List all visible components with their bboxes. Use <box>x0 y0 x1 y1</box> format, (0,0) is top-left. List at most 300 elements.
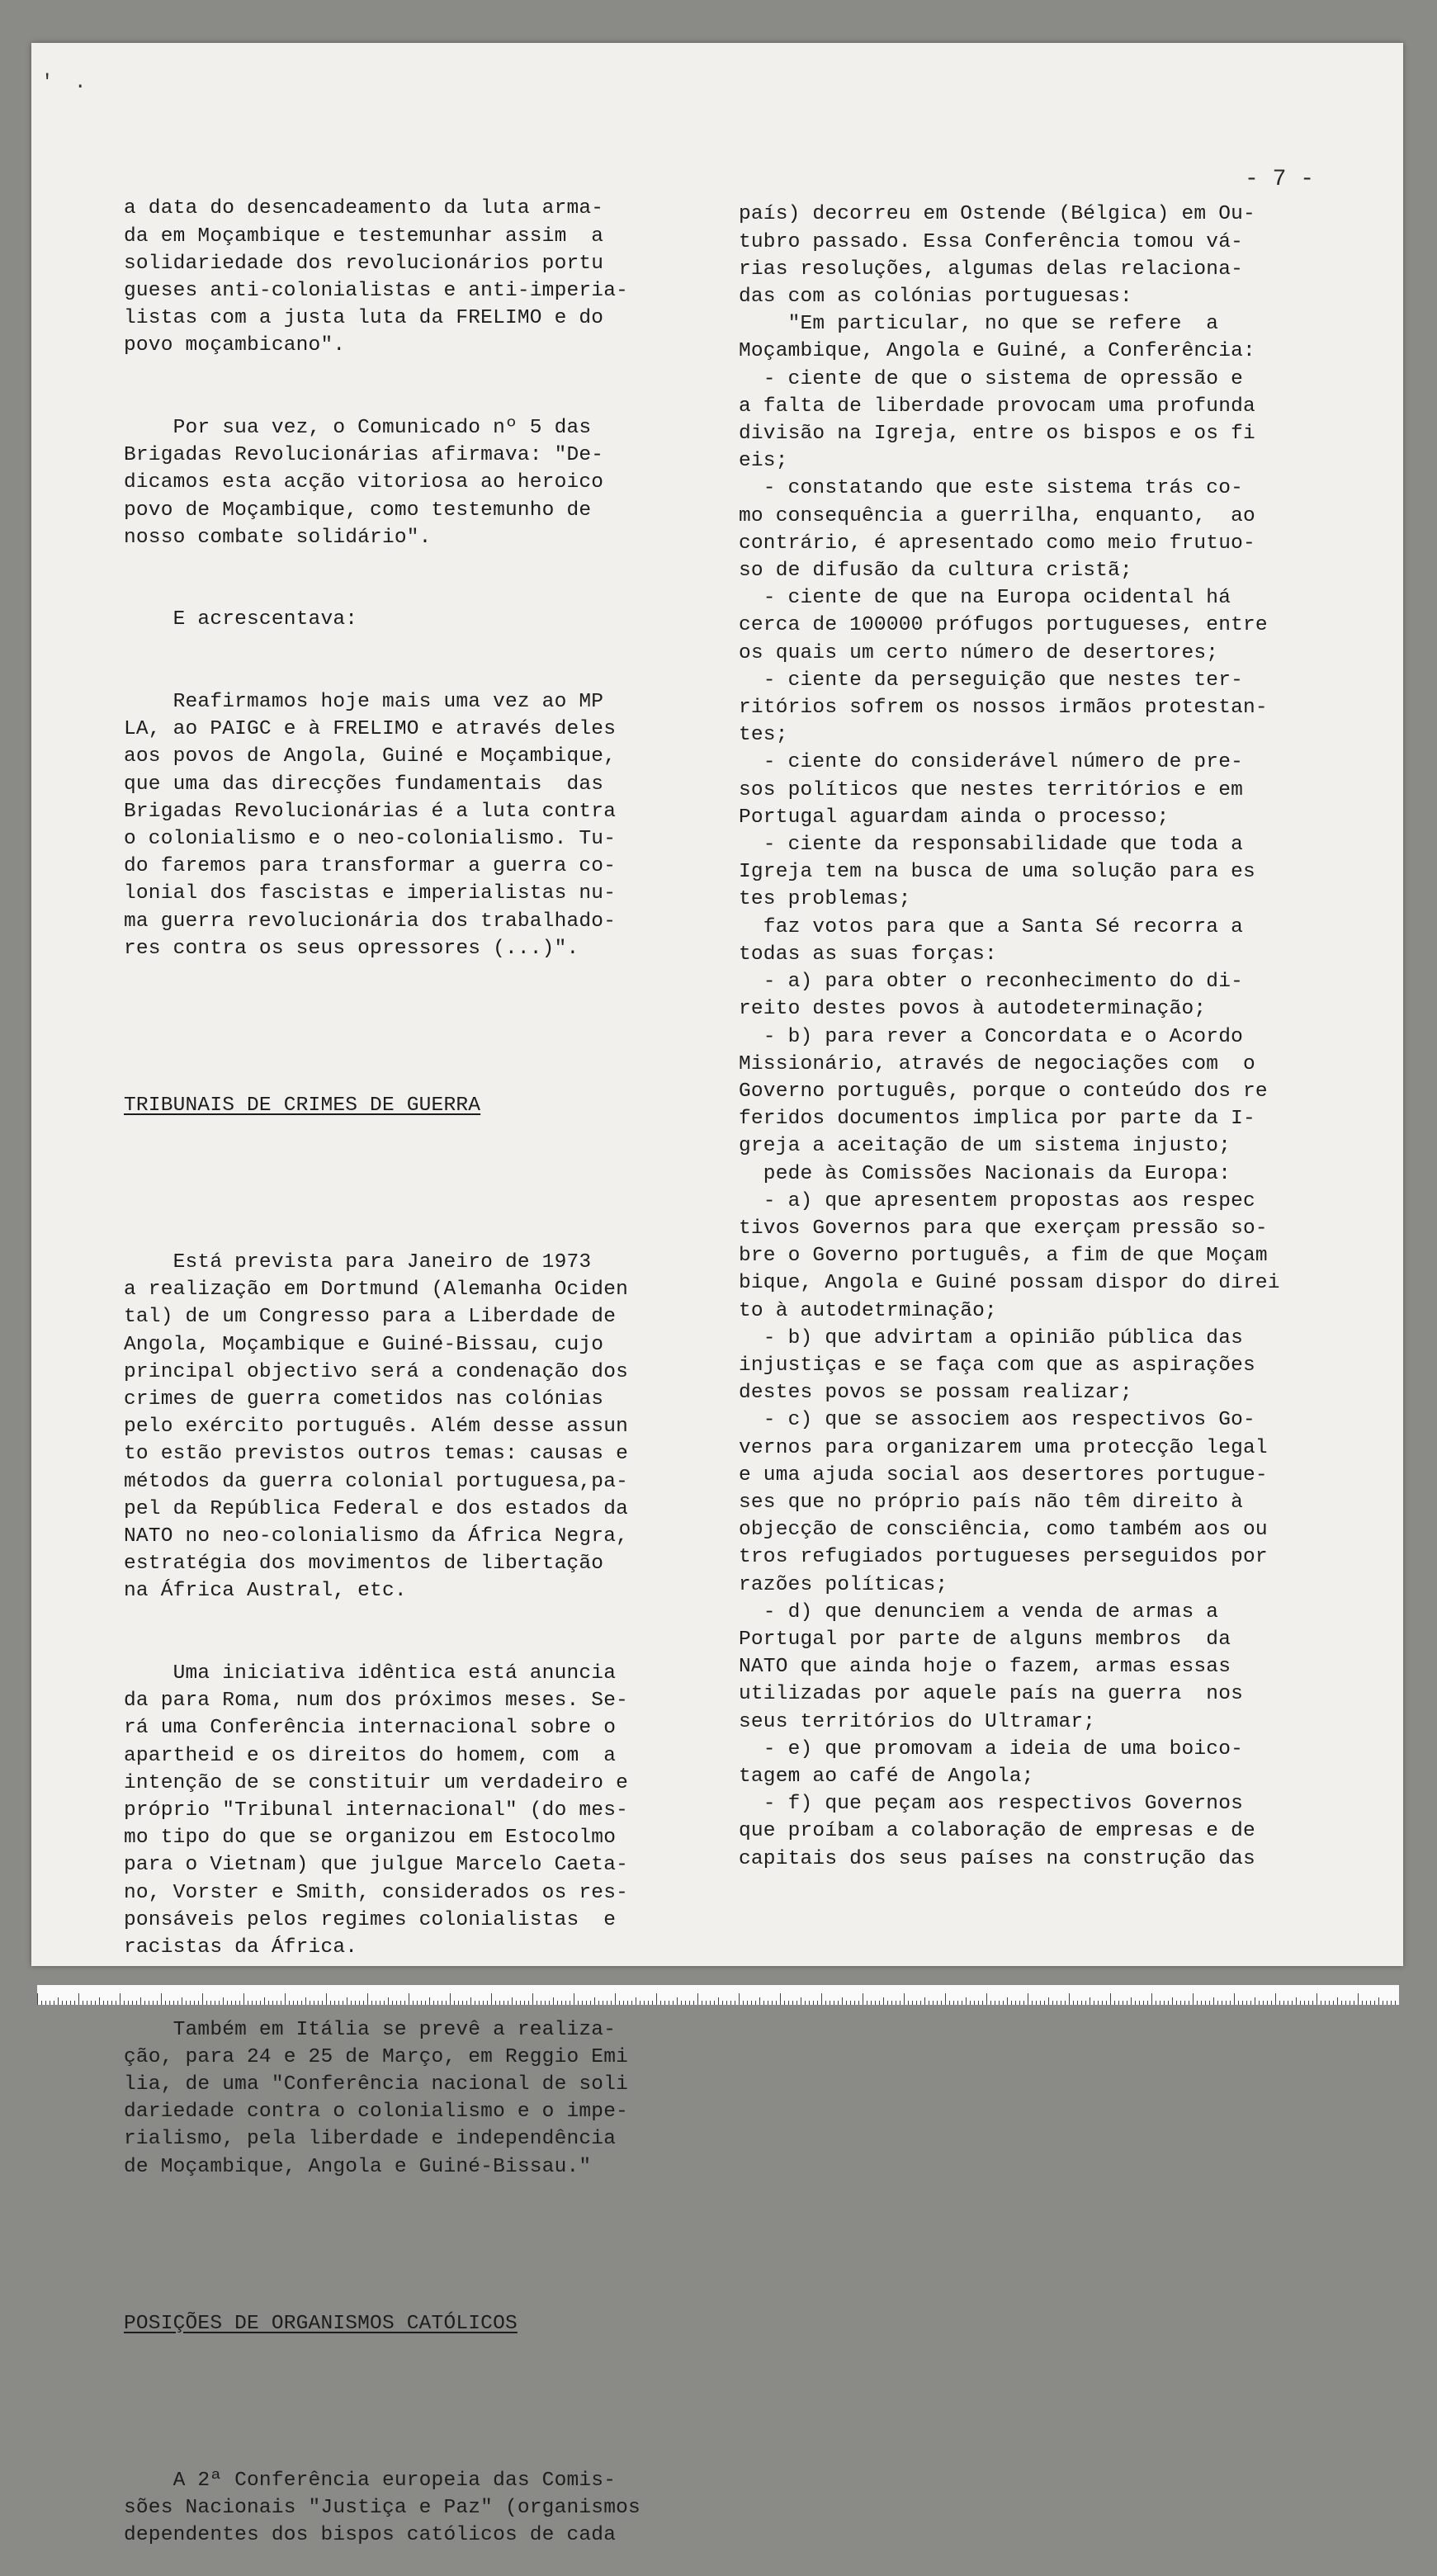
ruler-tick <box>1118 2001 1119 2005</box>
text-line: Reafirmamos hoje mais uma vez ao MP <box>124 691 604 714</box>
text-line: nosso combate solidário". <box>124 526 432 549</box>
ruler-tick <box>825 2001 826 2005</box>
text-line: bre o Governo português, a fim de que Moçam <box>739 1245 1268 1268</box>
ruler-tick <box>1077 2001 1078 2005</box>
ruler-tick <box>739 1993 740 2005</box>
ruler-tick <box>1151 1993 1152 2005</box>
ruler-tick <box>706 2001 707 2005</box>
ruler-tick <box>887 2001 888 2005</box>
ruler-tick <box>1304 2001 1305 2005</box>
text-line: ção, para 24 e 25 de Março, em Reggio Emi <box>124 2045 628 2068</box>
ruler-tick <box>1226 2001 1227 2005</box>
text-line: intenção de se constituir um verdadeiro e <box>124 1771 628 1794</box>
ruler-tick <box>920 2001 921 2005</box>
text-line: a falta de liberdade provocam uma profunda <box>739 395 1255 418</box>
text-line: tal) de um Congresso para a Liberdade de <box>124 1306 617 1329</box>
text-line: to à autodetrminação; <box>739 1299 997 1322</box>
text-line: lonial dos fascistas e imperialistas nu- <box>124 882 617 905</box>
ruler-tick <box>330 2001 331 2005</box>
ruler-tick <box>1242 2001 1243 2005</box>
paragraph <box>124 688 726 962</box>
text-line: Governo português, porque o conteúdo dos re <box>739 1080 1268 1103</box>
ruler-tick <box>743 2001 744 2005</box>
text-line: tivos Governos para que exerçam pressão so- <box>739 1217 1268 1240</box>
ruler-tick <box>128 2001 129 2005</box>
text-line: que proíbam a colaboração de empresas e de <box>739 1820 1255 1843</box>
ruler-tick <box>1370 2001 1371 2005</box>
ruler-tick <box>417 2001 418 2005</box>
ruler-tick <box>549 2001 550 2005</box>
text-line: - ciente do considerável número de pre- <box>739 751 1243 774</box>
corner-mark: ' <box>41 72 54 94</box>
text-line: Igreja tem na busca de uma solução para es <box>739 861 1255 884</box>
ruler-tick <box>223 1997 224 2005</box>
text-line: - ciente da perseguição que nestes ter- <box>739 669 1243 692</box>
ruler-tick <box>532 1993 533 2005</box>
text-line: dicamos esta acção vitoriosa ao heroico <box>124 471 604 494</box>
ruler-tick <box>1015 2001 1016 2005</box>
text-line: crimes de guerra cometidos nas colónias <box>124 1387 604 1411</box>
paragraph <box>124 414 726 551</box>
ruler-tick <box>582 2001 583 2005</box>
ruler-tick <box>153 2001 154 2005</box>
text-line: - b) que advirtam a opinião pública das <box>739 1326 1243 1349</box>
ruler-tick <box>1139 2001 1140 2005</box>
ruler-tick <box>784 2001 785 2005</box>
ruler-tick <box>392 2001 393 2005</box>
ruler-tick <box>710 2001 711 2005</box>
ruler-tick <box>450 1993 451 2005</box>
text-line: tubro passado. Essa Conferência tomou vá- <box>739 230 1243 253</box>
ruler-tick <box>1102 2001 1103 2005</box>
paragraph <box>124 606 726 633</box>
text-line: mo tipo do que se organizou em Estocolmo <box>124 1827 617 1850</box>
ruler-tick <box>499 2001 500 2005</box>
ruler-tick <box>384 2001 385 2005</box>
ruler-tick <box>305 1997 306 2005</box>
text-line: Angola, Moçambique e Guiné-Bissau, cujo <box>124 1333 604 1356</box>
ruler-tick <box>1114 2001 1115 2005</box>
ruler-tick <box>462 2001 463 2005</box>
ruler-tick <box>1011 2001 1012 2005</box>
ruler-tick <box>557 2001 558 2005</box>
text-line: contrário, é apresentado como meio frutuo- <box>739 532 1255 555</box>
text-line: - b) para rever a Concordata e o Acordo <box>739 1025 1243 1048</box>
ruler-tick <box>425 2001 426 2005</box>
ruler-tick <box>132 2001 133 2005</box>
ruler-tick <box>623 2001 624 2005</box>
text-line: feridos documentos implica por parte da I- <box>739 1108 1255 1131</box>
ruler-tick <box>1263 2001 1264 2005</box>
ruler-tick <box>194 2001 195 2005</box>
text-line: - f) que peçam aos respectivos Governos <box>739 1793 1243 1816</box>
ruler-tick <box>470 1997 471 2005</box>
paragraph <box>124 195 726 359</box>
ruler-tick <box>933 2001 934 2005</box>
ruler-tick <box>206 2001 207 2005</box>
ruler-tick <box>235 2001 236 2005</box>
text-line: Brigadas Revolucionárias afirmava: "De- <box>124 444 604 467</box>
ruler-tick <box>776 2001 777 2005</box>
ruler-tick <box>838 2001 839 2005</box>
ruler-tick <box>301 2001 302 2005</box>
ruler-tick <box>598 2001 599 2005</box>
ruler-tick <box>953 2001 954 2005</box>
ruler-tick <box>157 2001 158 2005</box>
text-line: lia, de uma "Conferência nacional de soli <box>124 2073 628 2096</box>
ruler-tick <box>842 1997 843 2005</box>
ruler-tick <box>660 2001 661 2005</box>
ruler-tick <box>1217 2001 1218 2005</box>
ruler-tick <box>652 2001 653 2005</box>
text-line: todas as suas forças: <box>739 943 997 966</box>
ruler-tick <box>685 2001 686 2005</box>
text-line: tes; <box>739 724 788 747</box>
ruler-tick <box>788 2001 789 2005</box>
text-line: - ciente da responsabilidade que toda a <box>739 834 1243 857</box>
ruler-tick <box>1275 1993 1276 2005</box>
ruler-tick <box>949 2001 950 2005</box>
ruler-tick <box>879 2001 880 2005</box>
text-line: NATO no neo-colonialismo da África Negra, <box>124 1524 628 1548</box>
ruler-tick <box>883 1997 884 2005</box>
ruler-tick <box>730 2001 731 2005</box>
ruler-tick <box>565 2001 566 2005</box>
ruler-tick <box>578 2001 579 2005</box>
ruler-tick <box>772 2001 773 2005</box>
text-line: para o Vietnam) que julgue Marcelo Caeta- <box>124 1854 628 1877</box>
text-line: pelo exército português. Além desse assun <box>124 1416 628 1439</box>
ruler-tick <box>512 1997 513 2005</box>
ruler-tick <box>479 2001 480 2005</box>
text-line: ponsáveis pelos regimes colonialistas e <box>124 1908 617 1931</box>
ruler-tick <box>937 2001 938 2005</box>
ruler-tick <box>380 2001 381 2005</box>
ruler-tick <box>124 2001 125 2005</box>
ruler-tick <box>924 1997 925 2005</box>
ruler-tick <box>1333 2001 1334 2005</box>
ruler-tick <box>1032 2001 1033 2005</box>
text-line: Brigadas Revolucionárias é a luta contra <box>124 800 617 823</box>
ruler-tick <box>640 2001 641 2005</box>
text-line: cerca de 100000 prófugos portugueses, entre <box>739 614 1268 637</box>
ruler-tick <box>1205 2001 1206 2005</box>
ruler-tick <box>747 2001 748 2005</box>
ruler-tick <box>990 2001 991 2005</box>
page-number: - 7 - <box>1245 167 1315 192</box>
text-line: povo de Moçambique, como testemunho de <box>124 499 592 522</box>
ruler-tick <box>1341 2001 1342 2005</box>
ruler-tick <box>594 1997 595 2005</box>
ruler-tick <box>1325 2001 1326 2005</box>
ruler-tick <box>970 2001 971 2005</box>
ruler-tick <box>1300 2001 1301 2005</box>
text-line: na África Austral, etc. <box>124 1580 407 1603</box>
ruler-tick <box>516 2001 517 2005</box>
text-line: aos povos de Angola, Guiné e Moçambique, <box>124 745 617 768</box>
ruler-tick <box>1345 2001 1346 2005</box>
ruler-tick <box>586 2001 587 2005</box>
ruler-tick <box>966 1997 967 2005</box>
ruler-tick <box>404 2001 405 2005</box>
ruler-tick <box>322 2001 323 2005</box>
ruler-tick <box>58 1997 59 2005</box>
right-column <box>739 146 1366 1900</box>
ruler-tick <box>1246 2001 1247 2005</box>
text-line: capitais dos seus países na construção das <box>739 1847 1255 1870</box>
ruler-tick <box>41 2001 42 2005</box>
ruler-tick <box>437 2001 438 2005</box>
text-line: próprio "Tribunal internacional" (do mes- <box>124 1798 628 1822</box>
ruler-tick <box>763 2001 764 2005</box>
ruler-tick <box>487 2001 488 2005</box>
ruler-tick <box>1085 2001 1086 2005</box>
ruler-tick <box>619 2001 620 2005</box>
ruler-tick <box>1143 2001 1144 2005</box>
ruler-tick <box>371 2001 372 2005</box>
ruler-tick <box>590 2001 591 2005</box>
text-line: objecção de consciência, como também aos ou <box>739 1519 1268 1542</box>
ruler-tick <box>1044 2001 1045 2005</box>
ruler-tick <box>1184 2001 1185 2005</box>
ruler-tick <box>1337 1997 1338 2005</box>
text-line: to estão previstos outros temas: causas e <box>124 1443 628 1466</box>
ruler-tick <box>891 2001 892 2005</box>
ruler-tick <box>1329 2001 1330 2005</box>
scale-ruler <box>37 1985 1399 2005</box>
text-line: listas com a justa luta da FRELIMO e do <box>124 307 604 330</box>
ruler-tick <box>256 2001 257 2005</box>
ruler-tick <box>297 2001 298 2005</box>
ruler-tick <box>454 2001 455 2005</box>
ruler-tick <box>136 2001 137 2005</box>
text-line: Está prevista para Janeiro de 1973 <box>124 1250 592 1274</box>
ruler-tick <box>1378 1997 1379 2005</box>
ruler-tick <box>99 1997 100 2005</box>
text-line: - a) que apresentem propostas aos respec <box>739 1189 1255 1212</box>
section-heading: TRIBUNAIS DE CRIMES DE GUERRA <box>124 1094 481 1117</box>
text-line: razões políticas; <box>739 1573 948 1596</box>
text-line: tros refugiados portugueses perseguidos por <box>739 1546 1268 1569</box>
ruler-tick <box>908 2001 909 2005</box>
text-line: vernos para organizarem uma protecção legal <box>739 1436 1268 1459</box>
ruler-tick <box>780 1993 781 2005</box>
text-line: das com as colónias portuguesas: <box>739 286 1132 309</box>
ruler-tick <box>400 2001 401 2005</box>
ruler-tick <box>611 2001 612 2005</box>
ruler-tick <box>351 2001 352 2005</box>
ruler-tick <box>1362 2001 1363 2005</box>
ruler-tick <box>252 2001 253 2005</box>
ruler-tick <box>755 2001 756 2005</box>
text-line: rias resoluções, algumas delas relaciona- <box>739 258 1243 281</box>
ruler-tick <box>664 2001 665 2005</box>
ruler-tick <box>433 2001 434 2005</box>
text-line: povo moçambicano". <box>124 334 346 357</box>
text-line: eis; <box>739 450 788 473</box>
ruler-tick <box>615 1993 616 2005</box>
ruler-tick <box>289 2001 290 2005</box>
ruler-tick <box>1036 2001 1037 2005</box>
ruler-tick <box>1366 2001 1367 2005</box>
ruler-tick <box>809 2001 810 2005</box>
text-line: no, Vorster e Smith, considerados os res- <box>124 1881 628 1904</box>
text-line: ritórios sofrem os nossos irmãos protestan- <box>739 697 1268 720</box>
text-line: - d) que denunciem a venda de armas a <box>739 1600 1219 1624</box>
ruler-tick <box>912 2001 913 2005</box>
ruler-tick <box>1279 2001 1280 2005</box>
ruler-tick <box>941 2001 942 2005</box>
ruler-tick <box>1098 2001 1099 2005</box>
ruler-tick <box>144 2001 145 2005</box>
ruler-tick <box>813 2001 814 2005</box>
ruler-tick <box>173 2001 174 2005</box>
ruler-tick <box>1358 1993 1359 2005</box>
ruler-tick <box>458 2001 459 2005</box>
text-line: ses que no próprio país não têm direito à <box>739 1491 1243 1514</box>
ruler-tick <box>1176 2001 1177 2005</box>
ruler-tick <box>1056 2001 1057 2005</box>
text-line: res contra os seus opressores (...)". <box>124 937 579 960</box>
ruler-tick <box>846 2001 847 2005</box>
ruler-tick <box>1180 2001 1181 2005</box>
ruler-tick <box>1110 1993 1111 2005</box>
ruler-tick <box>656 1993 657 2005</box>
ruler-tick <box>95 2001 96 2005</box>
text-line: de Moçambique, Angola e Guiné-Bissau." <box>124 2155 592 2178</box>
ruler-tick <box>1131 1997 1132 2005</box>
text-line: a data do desencadeamento da luta arma- <box>124 197 604 220</box>
ruler-tick <box>1296 1997 1297 2005</box>
text-line: da para Roma, num dos próximos meses. Se- <box>124 1690 628 1713</box>
paragraph <box>739 201 1366 1872</box>
ruler-tick <box>503 2001 504 2005</box>
ruler-tick <box>1197 2001 1198 2005</box>
ruler-tick <box>520 2001 521 2005</box>
text-line: so de difusão da cultura cristã; <box>739 560 1132 583</box>
text-line: greja a aceitação de um sistema injusto; <box>739 1135 1231 1158</box>
ruler-tick <box>1073 2001 1074 2005</box>
text-line: métodos da guerra colonial portuguesa,pa- <box>124 1470 628 1493</box>
text-line: solidariedade dos revolucionários portu <box>124 252 604 275</box>
text-line: - e) que promovam a ideia de uma boico- <box>739 1737 1243 1761</box>
ruler-tick <box>466 2001 467 2005</box>
ruler-tick <box>1172 1997 1173 2005</box>
ruler-tick <box>1250 2001 1251 2005</box>
ruler-tick <box>334 2001 335 2005</box>
ruler-tick <box>553 1997 554 2005</box>
text-line: - a) para obter o reconhecimento do di- <box>739 971 1243 994</box>
ruler-tick <box>1283 2001 1284 2005</box>
text-line: apartheid e os direitos do homem, com a <box>124 1744 617 1767</box>
ruler-tick <box>999 2001 1000 2005</box>
ruler-tick <box>1391 2001 1392 2005</box>
ruler-tick <box>186 2001 187 2005</box>
ruler-tick <box>177 2001 178 2005</box>
text-line: dependentes dos bispos católicos de cada <box>124 2524 617 2547</box>
ruler-tick <box>805 2001 806 2005</box>
ruler-tick <box>1081 2001 1082 2005</box>
text-line: racistas da África. <box>124 1936 358 1959</box>
ruler-tick <box>1201 2001 1202 2005</box>
ruler-tick <box>631 2001 632 2005</box>
text-line: pede às Comissões Nacionais da Europa: <box>739 1162 1231 1185</box>
paragraph <box>124 2016 726 2181</box>
text-line: Portugal aguardam ainda o processo; <box>739 806 1170 829</box>
ruler-tick <box>1065 2001 1066 2005</box>
ruler-tick <box>219 2001 220 2005</box>
ruler-tick <box>677 1997 678 2005</box>
ruler-tick <box>243 1993 244 2005</box>
text-line: Portugal por parte de alguns membros da <box>739 1628 1231 1651</box>
ruler-tick <box>726 2001 727 2005</box>
ruler-tick <box>1238 2001 1239 2005</box>
text-line: principal objectivo será a condenação dos <box>124 1360 628 1383</box>
ruler-tick <box>103 2001 104 2005</box>
text-line: pel da República Federal e dos estados da <box>124 1497 628 1520</box>
ruler-tick <box>1292 2001 1293 2005</box>
ruler-tick <box>1069 1993 1070 2005</box>
text-line: o colonialismo e o neo-colonialismo. Tu- <box>124 828 617 851</box>
ruler-tick <box>318 2001 319 2005</box>
text-line: "Em particular, no que se refere a <box>739 313 1219 336</box>
ruler-tick <box>718 1997 719 2005</box>
ruler-tick <box>1308 2001 1309 2005</box>
text-line: divisão na Igreja, entre os bispos e os fi <box>739 423 1255 446</box>
ruler-tick <box>264 1997 265 2005</box>
ruler-tick <box>1213 1997 1214 2005</box>
text-line: E acrescentava: <box>124 608 358 631</box>
ruler-tick <box>1271 2001 1272 2005</box>
ruler-tick <box>714 2001 715 2005</box>
ruler-tick <box>759 1997 760 2005</box>
text-line: rialismo, pela liberdade e independência <box>124 2128 617 2151</box>
ruler-tick <box>1052 2001 1053 2005</box>
ruler-tick <box>561 2001 562 2005</box>
paragraph <box>124 1660 726 1961</box>
text-line: reito destes povos à autodeterminação; <box>739 998 1207 1021</box>
text-line: Missionário, através de negociações com o <box>739 1052 1255 1075</box>
ruler-tick <box>421 2001 422 2005</box>
ruler-tick <box>74 2001 75 2005</box>
ruler-tick <box>66 2001 67 2005</box>
ruler-tick <box>722 2001 723 2005</box>
text-line: Por sua vez, o Comunicado nº 5 das <box>124 417 592 440</box>
ruler-tick <box>1395 2001 1396 2005</box>
text-line: - c) que se associem aos respectivos Go- <box>739 1409 1255 1432</box>
text-line: da em Moçambique e testemunhar assim a <box>124 225 604 248</box>
ruler-tick <box>528 2001 529 2005</box>
text-line: destes povos se possam realizar; <box>739 1382 1132 1405</box>
ruler-tick <box>227 2001 228 2005</box>
ruler-tick <box>1230 2001 1231 2005</box>
text-line: - ciente de que o sistema de opressão e <box>739 367 1243 390</box>
section-heading: POSIÇÕES DE ORGANISMOS CATÓLICOS <box>124 2312 518 2335</box>
ruler-tick <box>978 2001 979 2005</box>
ruler-tick <box>446 2001 447 2005</box>
text-line: - constatando que este sistema trás co- <box>739 477 1243 500</box>
text-line: Moçambique, Angola e Guiné, a Conferência: <box>739 340 1255 363</box>
ruler-tick <box>355 2001 356 2005</box>
text-line: sos políticos que nestes territórios e em <box>739 778 1243 801</box>
text-line: rá uma Conferência internacional sobre o <box>124 1717 617 1740</box>
ruler-tick <box>1007 1997 1008 2005</box>
text-line: bique, Angola e Guiné possam dispor do direi <box>739 1272 1280 1295</box>
ruler-tick <box>986 1993 987 2005</box>
ruler-tick <box>91 2001 92 2005</box>
ruler-tick <box>1048 1997 1049 2005</box>
ruler-tick <box>697 1993 698 2005</box>
